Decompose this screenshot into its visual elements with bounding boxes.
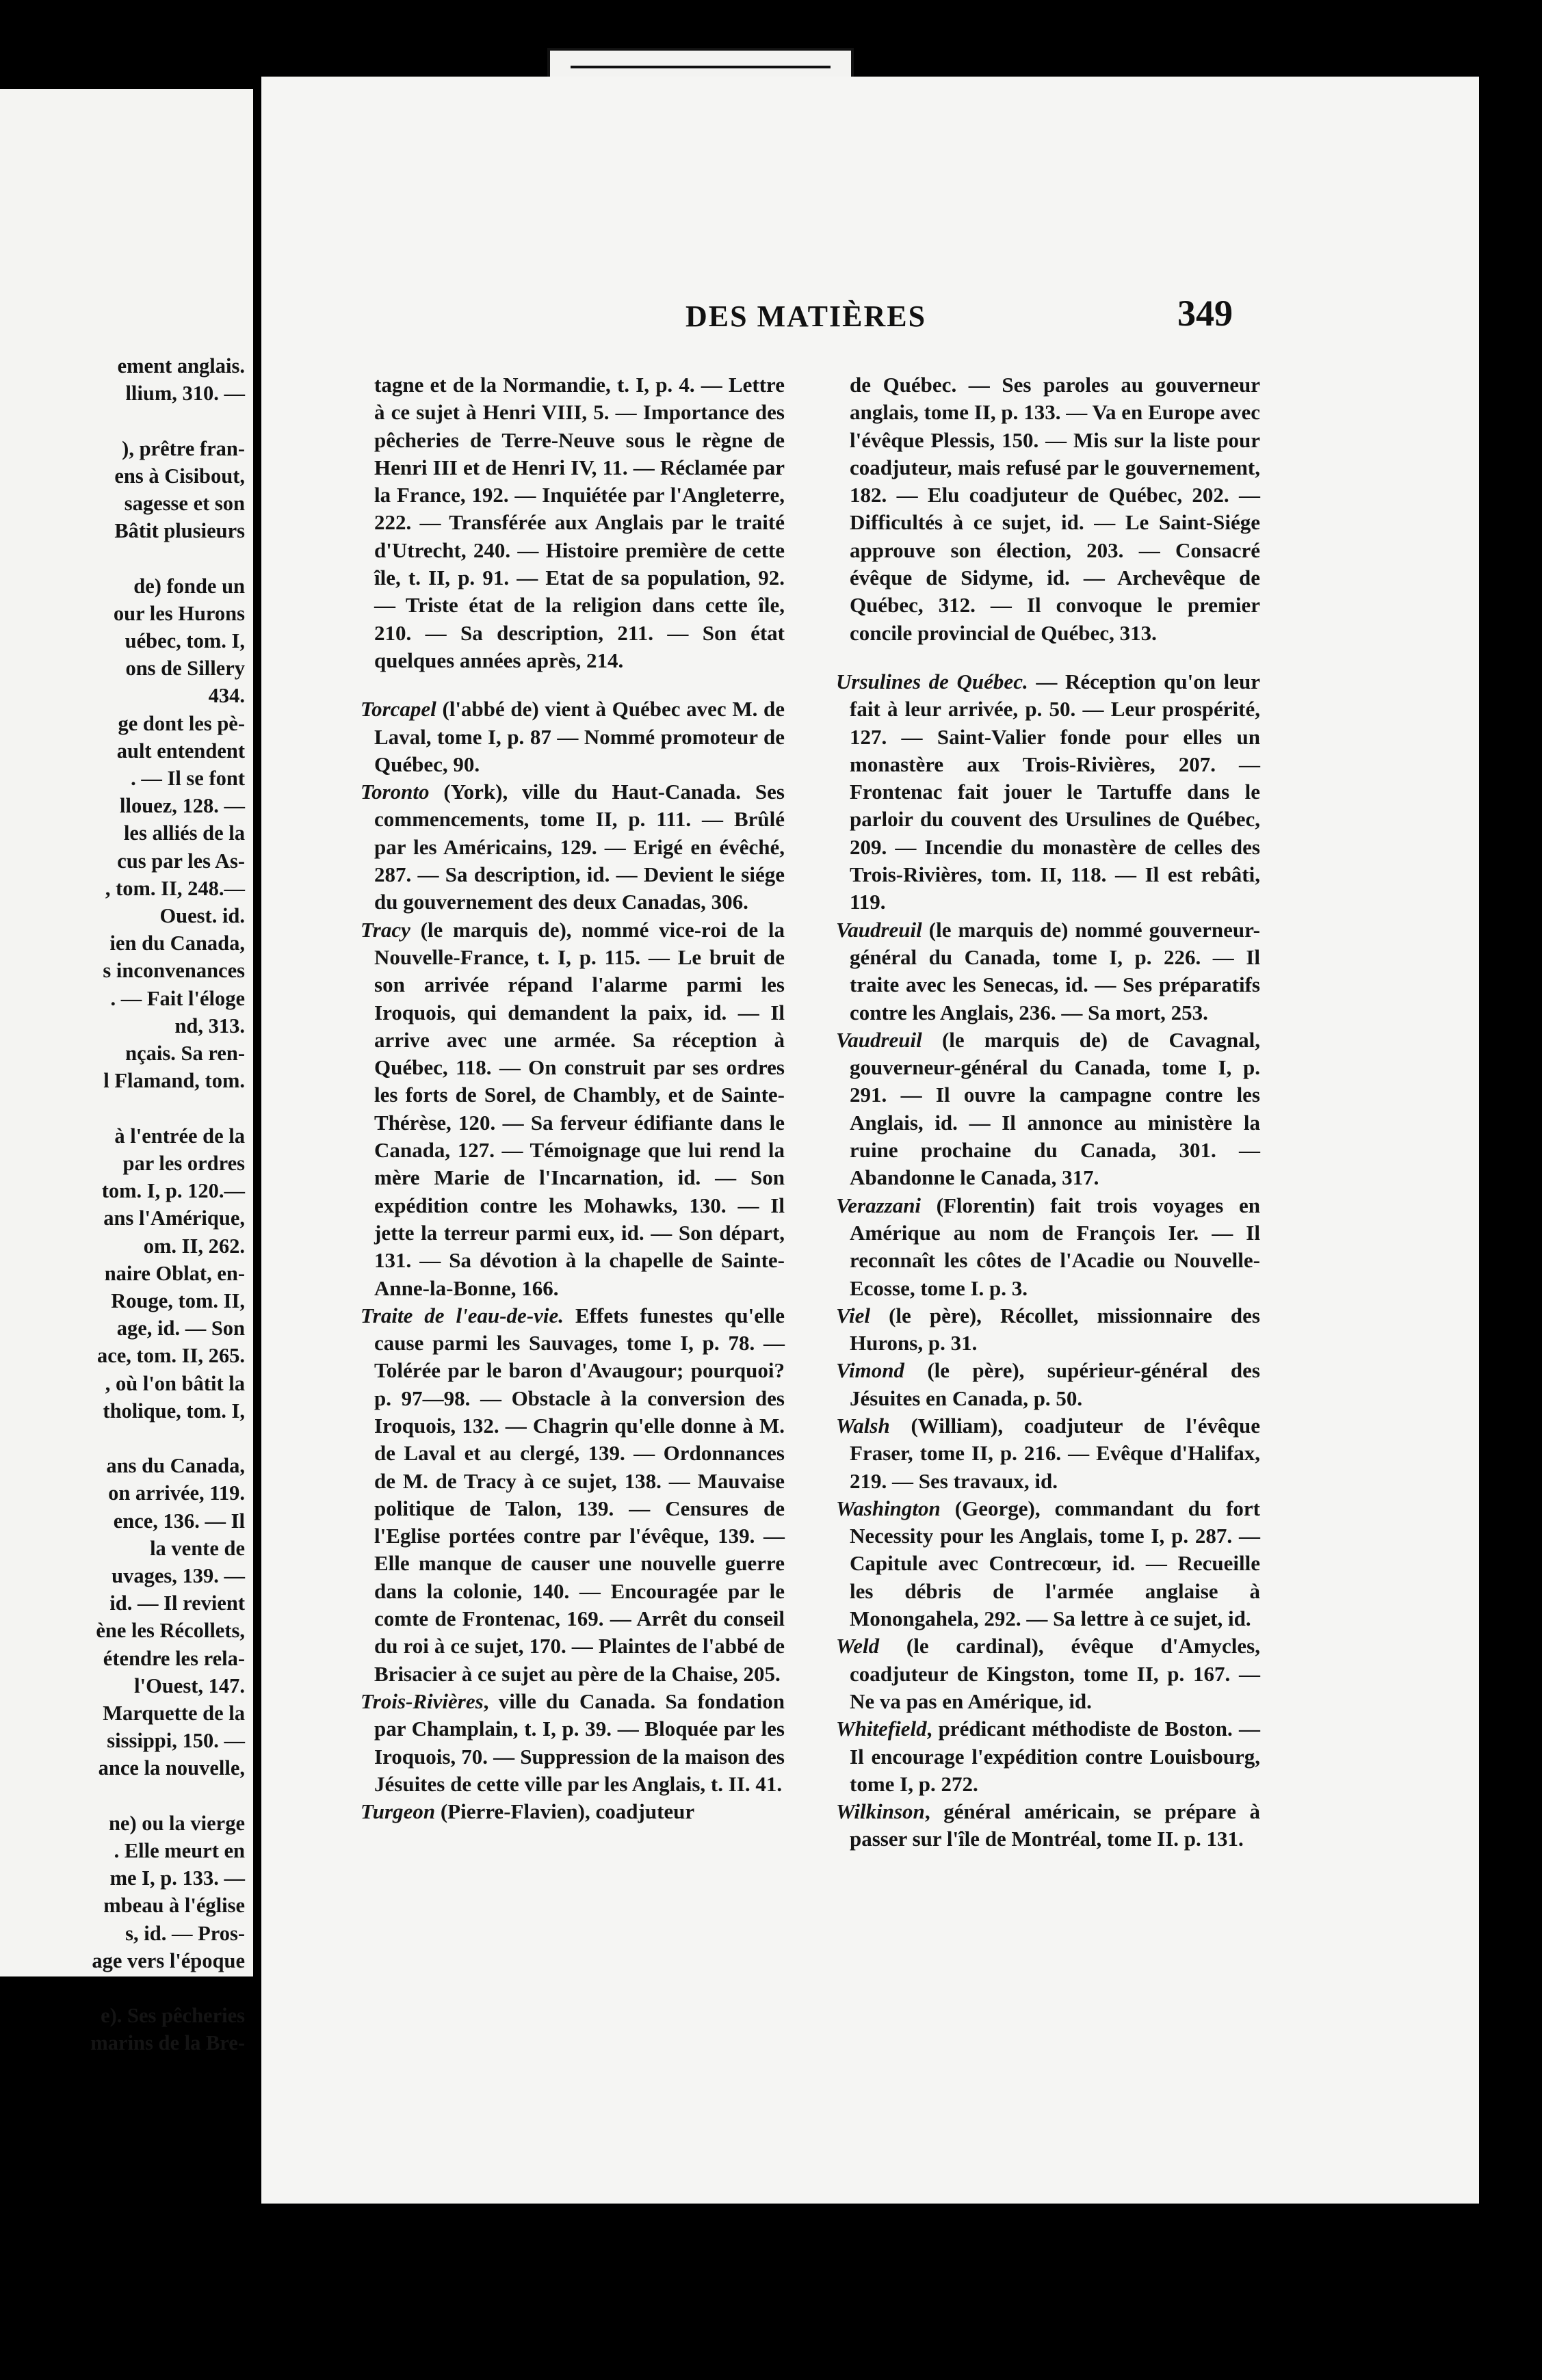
left-page-line: marins de la Bre- [90,2031,245,2055]
left-page-line: tholique, tom. I, [103,1399,245,1423]
left-page-line: ons de Sillery [125,657,245,680]
left-page-line: on arrivée, 119. [108,1481,245,1505]
index-entry-head: Whitefield [836,1717,927,1741]
index-entry [836,1715,1260,1798]
index-entry-head: Toronto [361,780,430,804]
left-page-line [0,544,253,572]
left-page-line: ), prêtre fran- [122,436,245,460]
left-page-line: s, id. — Pros- [125,1921,245,1945]
left-page-line: tom. I, p. 120.— [101,1179,245,1203]
left-page-line: 434. [208,684,245,708]
left-page-line: . — Il se font [131,767,245,791]
left-page-line: nçais. Sa ren- [125,1042,245,1066]
left-page-line: e). Ses pêcheries [101,2004,245,2028]
index-entry [836,1192,1260,1302]
index-entry-head: Viel [836,1303,870,1327]
index-entry-text: (le marquis de) nommé gouverneur-général du Canada, tome I, p. 226. — Il traite avec les Senecas, id. — Ses préparatifs contre les Anglais, 236. — Sa mort, 253. [850,917,1260,1024]
left-page-line: étendre les rela- [103,1646,245,1670]
index-entry-text: — Réception qu'on leur fait à leur arrivée, p. 50. — Leur prospérité, 127. — Saint-Valier fonde pour elles un monastère aux Trois-Rivières, 207. — Frontenac fait jouer le Tartuffe dans le parloir du couvent des Ursulines de Québec, 209. — Incendie du monastère de celles des Trois-Rivières, tom. II, 118. — Il est rebâti, 119. [850,669,1260,914]
index-page [261,77,1479,2204]
left-page-line: id. — Il revient [109,1591,245,1615]
index-entry-head: Verazzani [836,1193,922,1217]
left-page-line: sagesse et son [124,492,245,516]
index-entry [361,1302,785,1688]
left-page-lines [0,352,253,2057]
left-page-line [0,1094,253,1122]
index-entry [361,696,785,778]
index-entry [361,916,785,1302]
left-page-line: de) fonde un [133,574,245,598]
index-entry-head: Washington [836,1496,941,1520]
index-entry [836,1495,1260,1632]
left-page-fragment [0,89,253,2055]
tab-notch [571,66,831,74]
left-page-line [0,1425,253,1452]
index-column-1 [361,350,785,1825]
left-page-line: uébec, tom. I, [125,629,245,653]
left-page-line: ans du Canada, [106,1454,245,1478]
index-entry-text: , général américain, se prépare à passer sur l'île de Montréal, tome II. p. 131. [850,1799,1260,1851]
left-page-line: naire Oblat, en- [104,1261,245,1285]
left-page-line: ien du Canada, [109,931,245,955]
index-entry-head: Wilkinson [836,1799,925,1824]
index-entry-head: Torcapel [361,697,436,722]
index-entry-head: Weld [836,1634,880,1658]
left-page-line: ène les Récollets, [96,1619,245,1643]
index-entry [836,1357,1260,1412]
left-page-line [0,407,253,434]
left-page-line: Bâtit plusieurs [114,519,245,543]
left-page-line: à l'entrée de la [114,1124,245,1148]
index-entry [836,1798,1260,1853]
running-head: DES MATIÈRES [685,300,927,333]
left-page-line: . Elle meurt en [114,1838,245,1862]
left-page-line: , où l'on bâtit la [105,1371,245,1395]
left-page-line: ance la nouvelle, [98,1756,245,1780]
left-page-line: ault entendent [116,739,245,763]
left-page-line: ement anglais. [117,354,245,378]
left-page-line: Ouest. id. [159,904,245,928]
index-entry-head: Vimond [836,1358,904,1383]
left-page-line [0,1782,253,1810]
index-entry [836,371,1260,647]
left-page-line: Rouge, tom. II, [111,1288,245,1312]
left-page-line: par les ordres [122,1151,245,1175]
left-page-line: llium, 310. — [125,382,245,406]
left-page-line: our les Hurons [113,601,245,625]
index-entry-head: Vaudreuil [836,917,922,942]
left-page-line: la vente de [150,1536,245,1560]
left-page-line: sissippi, 150. — [107,1729,245,1753]
index-entry [836,1302,1260,1358]
index-entry-text: (le père), supérieur-général des Jésuites en Canada, p. 50. [850,1358,1260,1410]
index-entry [361,778,785,916]
index-entry-head: Trois-Rivières [361,1689,484,1713]
index-entry-text: , prédicant méthodiste de Boston. — Il encourage l'expédition contre Louisbourg, tome I, p. 272. [850,1717,1260,1796]
left-page-line: . — Fait l'éloge [110,986,245,1010]
index-entry-text: (William), coadjuteur de l'évêque Fraser, tome II, p. 216. — Evêque d'Halifax, 219. — Ses travaux, id. [850,1413,1260,1493]
left-page-line: l Flamand, tom. [103,1069,245,1093]
left-page-line: om. II, 262. [143,1234,245,1258]
left-page-line: Marquette de la [103,1701,245,1725]
index-entry [361,371,785,674]
index-entry-text: tagne et de la Normandie, t. I, p. 4. — Lettre à ce sujet à Henri VIII, 5. — Importance des pêcheries de Terre-Neuve sous le règne de Henri III et de Henri IV, 11. — Réclamée par la France, 192. — Inquiétée par l'Angleterre, 222. — Transférée aux Anglais par le traité d'Utrecht, 240. — Histoire première de cette île, t. II, p. 91. — Etat de sa population, 92. — Triste état de la religion dans cette île, 210. — Sa description, 211. — Son état quelques années après, 214. [374,373,785,672]
left-page-line: llouez, 128. — [120,794,245,818]
left-page-line [0,1974,253,2002]
index-entry-text: (le père), Récollet, missionnaire des Hurons, p. 31. [850,1303,1260,1356]
index-entry-head: Vaudreuil [836,1027,922,1052]
left-page-line: ace, tom. II, 265. [96,1344,245,1368]
index-entry-text: (l'abbé de) vient à Québec avec M. de Laval, tome I, p. 87 — Nommé promoteur de Québec, 90. [374,697,785,776]
left-page-line: ence, 136. — Il [113,1509,245,1533]
index-entry-text: (Pierre-Flavien), coadjuteur [435,1799,695,1824]
left-page-line: mbeau à l'église [103,1894,245,1918]
index-entry-text: (York), ville du Haut-Canada. Ses commencements, tome II, p. 111. — Brûlé par les Américains, 129. — Erigé en évêché, 287. — Sa description, id. — Devient le siége du gouvernement des deux Canadas, 306. [374,780,785,914]
index-entry-text: (le cardinal), évêque d'Amycles, coadjuteur de Kingston, tome II, p. 167. — Ne va pas en Amérique, id. [850,1634,1260,1713]
index-entry [836,1027,1260,1192]
index-entry [836,916,1260,1027]
index-column-2 [836,350,1260,1853]
index-entry [361,1688,785,1798]
index-entry-head: Ursulines de Québec. [836,669,1028,693]
index-entry-text: de Québec. — Ses paroles au gouverneur anglais, tome II, p. 133. — Va en Europe avec l'évêque Plessis, 150. — Mis sur la liste pour coadjuteur, mais refusé par le gouvernement, 182. — Elu coadjuteur de Québec, 202. — Difficultés à ce sujet, id. — Le Saint-Siége approuve son élection, 203. — Consacré évêque de Sidyme, id. — Archevêque de Québec, 312. — Il convoque le premier concile provincial de Québec, 313. [850,373,1260,645]
left-page-line: age, id. — Son [116,1317,245,1340]
index-entry [836,1632,1260,1715]
index-entry-text: (George), commandant du fort Necessity pour les Anglais, tome I, p. 287. — Capitule avec Contrecœur, id. — Recueille les débris de l'armée anglaise à Monongahela, 292. — Sa lettre à ce sujet, id. [850,1496,1260,1631]
left-page-line: ge dont les pè- [118,711,245,735]
page-number: 349 [1177,293,1233,334]
left-page-line: uvages, 139. — [112,1563,245,1587]
left-page-line: , tom. II, 248.— [105,876,245,900]
index-entry-text: Effets funestes qu'elle cause parmi les Sauvages, tome I, p. 78. — Tolérée par le baron d'Avaugour; pourquoi? p. 97—98. — Obstacle à la conversion des Iroquois, 132. — Chagrin qu'elle donne à M. de Laval et au clergé, 139. — Ordonnances de M. de Tracy à ce sujet, 138. — Mauvaise politique de Talon, 139. — Censures de l'Eglise portées contre par l'évêque, 139. — Elle manque de causer une nouvelle guerre dans la colonie, 140. — Encouragée par le comte de Frontenac, 169. — Arrêt du conseil du roi à ce sujet, 170. — Plaintes de l'abbé de Brisacier à ce sujet au père de la Chaise, 205. [374,1303,785,1686]
left-page-line: ans l'Amérique, [103,1206,245,1230]
index-entry-text: (le marquis de), nommé vice-roi de la Nouvelle-France, t. I, p. 115. — Le bruit de son arrivée répand l'alarme parmi les Iroquois, qui demandent la paix, id. — Il arrive avec une armée. Sa réception à Québec, 118. — On construit par ses ordres les forts de Sorel, de Chambly, et de Sainte-Thérèse, 120. — Sa ferveur édifiante dans le Canada, 127. — Témoignage que lui rend la mère Marie de l'Incarnation, id. — Son expédition contre les Mohawks, 130. — Il jette la terreur parmi eux, id. — Son départ, 131. — Sa dévotion à la chapelle de Sainte-Anne-la-Bonne, 166. [374,917,785,1300]
index-entry [361,1798,785,1825]
left-page-line: me I, p. 133. — [109,1866,245,1890]
left-page-line: les alliés de la [123,821,245,845]
left-page-line: l'Ouest, 147. [134,1674,245,1697]
index-entry-text: (Florentin) fait trois voyages en Amérique au nom de François Ier. — Il reconnaît les côtes de l'Acadie ou Nouvelle-Ecosse, tome I. p. 3. [850,1193,1260,1300]
left-page-line: s inconvenances [103,959,245,983]
left-page-line: age vers l'époque [92,1948,245,1972]
index-entry-text: (le marquis de) de Cavagnal, gouverneur-général du Canada, tome I, p. 291. — Il ouvre la campagne contre les Anglais, id. — Il annonce au ministère la ruine prochaine du Canada, 301. — Abandonne le Canada, 317. [850,1027,1260,1190]
left-page-line: ens à Cisibout, [114,464,245,488]
left-page-line: ne) ou la vierge [108,1811,245,1835]
index-entry-head: Turgeon [361,1799,436,1824]
index-entry-head: Tracy [361,917,410,942]
index-entry-head: Traite de l'eau-de-vie. [361,1303,564,1327]
index-entry [836,1412,1260,1495]
index-entry-head: Walsh [836,1413,890,1438]
left-page-line: cus par les As- [117,849,245,873]
left-page-line: nd, 313. [174,1014,245,1037]
index-entry [836,668,1260,916]
index-entry-text: , ville du Canada. Sa fondation par Champlain, t. I, p. 39. — Bloquée par les Iroquois, 70. — Suppression de la maison des Jésuites de cette ville par les Anglais, t. II. 41. [374,1689,785,1796]
